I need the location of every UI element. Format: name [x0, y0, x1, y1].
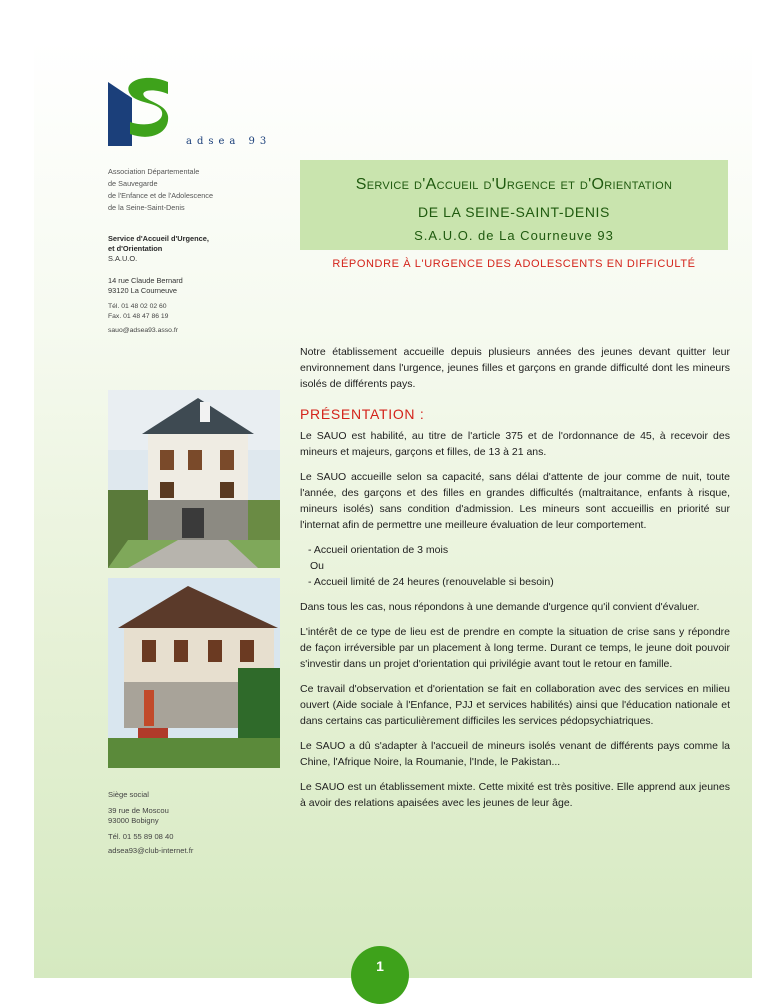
title-line-1: Service d'Accueil d'Urgence et d'Orientation [355, 176, 673, 193]
building-photo-2 [108, 578, 280, 768]
service-address [108, 276, 278, 296]
siege-tel: Tél. 01 55 89 08 40 [108, 832, 174, 841]
paragraph: Le SAUO est habilité, au titre de l'article 375 et de l'ordonnance de 45, à recevoir des mineurs et majeurs, garçons et filles, de 13 à 21 ans. [300, 430, 730, 458]
section-title: PRÉSENTATION : [300, 406, 425, 422]
address-line: 93120 La Courneuve [108, 286, 178, 295]
service-abbr: S.A.U.O. [108, 254, 138, 263]
org-line: de Sauvegarde [108, 179, 158, 188]
title-box [300, 160, 728, 250]
title-line-2: DE LA SEINE-SAINT-DENIS [418, 204, 610, 220]
siege-address-line: 93000 Bobigny [108, 816, 159, 825]
paragraph: L'intérêt de ce type de lieu est de prendre en compte la situation de crise sans y répondre de façon irréversible par un placement à long terme. Durant ce temps, le jeune doit pouvoir s'investir dans un projet d'orientation qui privilégie avant tout le retour en famille. [300, 626, 730, 670]
brand-name: adsea 93 [186, 136, 272, 147]
siege-email-link[interactable]: adsea93@club-internet.fr [108, 846, 194, 855]
fax: Fax. 01 48 47 86 19 [108, 313, 169, 320]
intro-paragraph: Notre établissement accueille depuis plusieurs années des jeunes devant quitter leur environnement dans l'urgence, jeunes filles et garçons en grande difficulté dont les mineurs isolés de différents pays. [300, 346, 730, 390]
email-link[interactable]: sauo@adsea93.asso.fr [108, 327, 179, 334]
list-item: - Accueil limité de 24 heures (renouvelable si besoin) [308, 576, 554, 588]
service-name [108, 234, 278, 264]
address-line: 14 rue Claude Bernard [108, 276, 183, 285]
list-item: - Accueil orientation de 3 mois [308, 544, 449, 556]
paragraph: Le SAUO accueille selon sa capacité, sans délai d'attente de jour comme de nuit, toute l'année, des garçons et des filles en grandes difficultés (maltraitance, enfants à risque, mineurs isolés) sans condition d'admission. Les mineurs sont accueillis en priorité sur l'internat afin de permettre une meilleure évaluation de leur comportement. [300, 471, 730, 531]
title-line-3: S.A.U.O. de La Courneuve 93 [414, 228, 614, 243]
siege-social [108, 790, 278, 856]
siege-label: Siège social [108, 790, 149, 799]
list-item: Ou [310, 560, 325, 572]
paragraph: Ce travail d'observation et d'orientation se fait en collaboration avec des services en milieu ouvert (Aide sociale à l'Enfance, PJJ et services habilités) ainsi que l'éducation nationale et dans certains cas particulièrement difficiles les services pédopsychiatriques. [300, 683, 730, 727]
page-number: 1 [376, 958, 384, 974]
service-line: Service d'Accueil d'Urgence, [108, 234, 209, 243]
page-number-badge [351, 946, 409, 1004]
subtitle: RÉPONDRE À L'URGENCE DES ADOLESCENTS EN DIFFICULTÉ [332, 258, 696, 270]
sidebar-contact [108, 166, 278, 336]
paragraph: Dans tous les cas, nous répondons à une demande d'urgence qu'il convient d'évaluer. [300, 601, 700, 613]
paragraph: Le SAUO est un établissement mixte. Cette mixité est très positive. Elle apprend aux jeunes à avoir des relations apaisées avec les jeunes de leur âge. [300, 781, 730, 809]
org-line: Association Départementale [108, 167, 200, 176]
siege-address-line: 39 rue de Moscou [108, 806, 169, 815]
adsea-logo-icon [108, 76, 170, 146]
paragraph: Le SAUO a dû s'adapter à l'accueil de mineurs isolés venant de différents pays comme la Chine, l'Afrique Noire, la Roumanie, l'Inde, le Pakistan... [300, 740, 730, 768]
org-line: de la Seine-Saint-Denis [108, 203, 185, 212]
main-content [300, 344, 730, 820]
service-line: et d'Orientation [108, 244, 163, 253]
building-photo-1 [108, 390, 280, 568]
org-name [108, 166, 278, 214]
options-list [300, 542, 730, 590]
tel: Tél. 01 48 02 02 60 [108, 303, 167, 310]
org-line: de l'Enfance et de l'Adolescence [108, 191, 214, 200]
